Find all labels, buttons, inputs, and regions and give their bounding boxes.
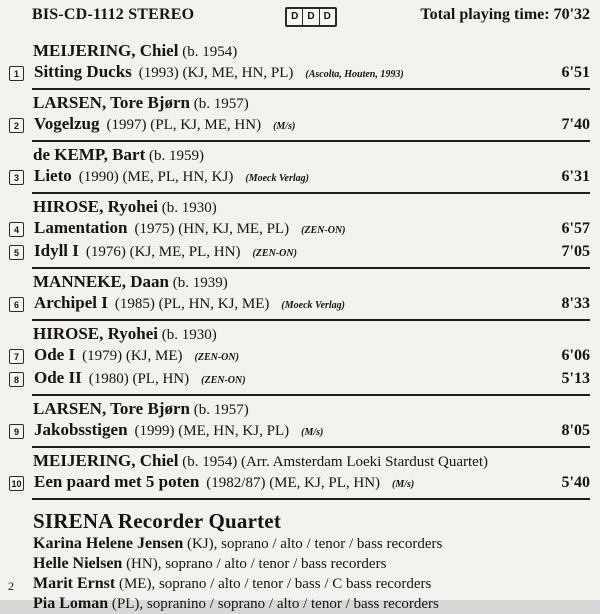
track-title: Sitting Ducks (34, 62, 132, 81)
composer-line (33, 145, 590, 166)
track-duration: 6'51 (561, 64, 590, 81)
ensemble-member (33, 594, 590, 614)
track-title: Een paard met 5 poten (34, 472, 200, 491)
composer-name: LARSEN, Tore Bjørn (33, 93, 190, 112)
ensemble-member (33, 554, 590, 574)
composer-group (8, 197, 590, 269)
track-duration: 8'05 (561, 422, 590, 439)
track-duration: 5'40 (561, 474, 590, 491)
track-title: Ode II (34, 368, 82, 387)
separator-rule (32, 446, 590, 448)
composer-group (8, 324, 590, 396)
track-number-box: 5 (9, 245, 24, 260)
separator-rule (32, 267, 590, 269)
composer-detail: (b. 1939) (169, 275, 228, 291)
page-number: 2 (8, 579, 14, 593)
composer-group (8, 272, 590, 321)
composer-group (8, 399, 590, 448)
composer-detail: (b. 1930) (158, 200, 217, 216)
composer-name: LARSEN, Tore Bjørn (33, 399, 190, 418)
track-meta: (1997) (PL, KJ, ME, HN) (106, 117, 262, 133)
composer-detail: (b. 1954) (178, 44, 238, 60)
track-title: Idyll I (34, 241, 79, 260)
track-number-box: 9 (9, 424, 24, 439)
track-row (8, 345, 590, 368)
ensemble-member (33, 574, 590, 594)
composer-name: de KEMP, Bart (33, 145, 146, 164)
composer-detail: (b. 1957) (189, 402, 249, 418)
composer-line (33, 41, 590, 62)
ensemble-section (33, 508, 590, 614)
composer-name: MANNEKE, Daan (33, 272, 170, 291)
separator-rule (32, 140, 590, 142)
ensemble-name: SIRENA Recorder Quartet (33, 509, 282, 533)
separator-rule (32, 394, 590, 396)
track-title: Lieto (34, 166, 72, 185)
track-meta: (1985) (PL, HN, KJ, ME) (114, 296, 270, 312)
composer-name: HIROSE, Ryohei (33, 197, 159, 216)
member-name: Helle Nielsen (33, 555, 123, 572)
track-publisher: (Ascolta, Houten, 1993) (305, 69, 404, 80)
member-name: Marit Ernst (33, 575, 116, 592)
composer-line (33, 451, 590, 472)
track-duration: 5'13 (561, 370, 590, 387)
track-row (8, 114, 590, 137)
track-publisher: (ZEN-ON) (194, 352, 239, 363)
track-publisher: (M/s) (301, 427, 324, 438)
track-row (8, 218, 590, 241)
track-duration: 8'33 (561, 295, 590, 312)
separator-rule (32, 498, 590, 500)
track-title: Ode I (34, 345, 76, 364)
composer-detail: (b. 1959) (145, 148, 204, 164)
track-row (8, 293, 590, 316)
track-title: Archipel I (34, 293, 108, 312)
composer-line (33, 93, 590, 114)
track-publisher: (Moeck Verlag) (281, 300, 346, 311)
track-row (8, 420, 590, 443)
composer-group (8, 451, 590, 500)
track-row (8, 368, 590, 391)
track-duration: 7'40 (561, 116, 590, 133)
track-meta: (1990) (ME, PL, HN, KJ) (78, 169, 234, 185)
track-duration: 6'31 (561, 168, 590, 185)
member-instruments: (ME), soprano / alto / tenor / bass / C bass recorders (115, 576, 432, 592)
separator-rule (32, 88, 590, 90)
header (8, 6, 590, 27)
track-meta: (1999) (ME, HN, KJ, PL) (134, 423, 290, 439)
member-name: Pia Loman (33, 595, 109, 612)
total-playing-time: Total playing time: 70'32 (420, 6, 591, 23)
composer-detail: (b. 1930) (158, 327, 217, 343)
composer-line (33, 197, 590, 218)
track-meta: (1980) (PL, HN) (88, 371, 190, 387)
track-meta: (1975) (HN, KJ, ME, PL) (134, 221, 290, 237)
track-meta: (1979) (KJ, ME) (82, 348, 183, 364)
track-number-box: 2 (9, 118, 24, 133)
spars-letter: D (323, 11, 331, 22)
track-meta: (1976) (KJ, ME, PL, HN) (85, 244, 241, 260)
track-publisher: (ZEN-ON) (201, 375, 246, 386)
track-title: Jakobsstigen (34, 420, 128, 439)
track-row (8, 62, 590, 85)
member-instruments: (HN), soprano / alto / tenor / bass recorders (122, 556, 387, 572)
composer-detail: (b. 1954) (Arr. Amsterdam Loeki Stardust Quartet) (178, 454, 488, 470)
composer-name: MEIJERING, Chiel (33, 451, 179, 470)
separator-rule (32, 192, 590, 194)
spars-code-ddd-icon (285, 7, 337, 27)
track-number-box: 8 (9, 372, 24, 387)
track-row (8, 472, 590, 495)
ensemble-member (33, 534, 590, 554)
track-publisher: (M/s) (273, 121, 296, 132)
track-title: Lamentation (34, 218, 128, 237)
member-name: Karina Helene Jensen (33, 535, 184, 552)
spars-letter: D (303, 9, 319, 25)
composer-name: MEIJERING, Chiel (33, 41, 179, 60)
composer-line (33, 399, 590, 420)
member-instruments: (PL), sopranino / soprano / alto / tenor / bass recorders (108, 596, 439, 612)
track-number-box: 10 (9, 476, 24, 491)
track-number-box: 7 (9, 349, 24, 364)
track-publisher: (ZEN-ON) (301, 225, 346, 236)
composer-name: HIROSE, Ryohei (33, 324, 159, 343)
separator-rule (32, 319, 590, 321)
track-publisher: (Moeck Verlag) (245, 173, 309, 184)
track-row (8, 166, 590, 189)
track-title: Vogelzug (34, 114, 100, 133)
composer-line (33, 272, 590, 293)
track-publisher: (ZEN-ON) (252, 248, 297, 259)
composer-group (8, 93, 590, 142)
track-number-box: 6 (9, 297, 24, 312)
track-number-box: 3 (9, 170, 24, 185)
spars-letter: D (287, 9, 303, 25)
composer-group (8, 145, 590, 194)
track-duration: 7'05 (561, 243, 590, 260)
track-publisher: (M/s) (392, 479, 415, 490)
track-number-box: 1 (9, 66, 24, 81)
track-meta: (1993) (KJ, ME, HN, PL) (138, 65, 294, 81)
composer-detail: (b. 1957) (189, 96, 249, 112)
member-instruments: (KJ), soprano / alto / tenor / bass recorders (183, 536, 443, 552)
track-duration: 6'57 (561, 220, 590, 237)
catalog-number: BIS-CD-1112 STEREO (32, 6, 195, 23)
composer-group (8, 41, 590, 90)
track-duration: 6'06 (561, 347, 590, 364)
track-row (8, 241, 590, 264)
track-number-box: 4 (9, 222, 24, 237)
track-meta: (1982/87) (ME, KJ, PL, HN) (206, 475, 381, 491)
composer-line (33, 324, 590, 345)
